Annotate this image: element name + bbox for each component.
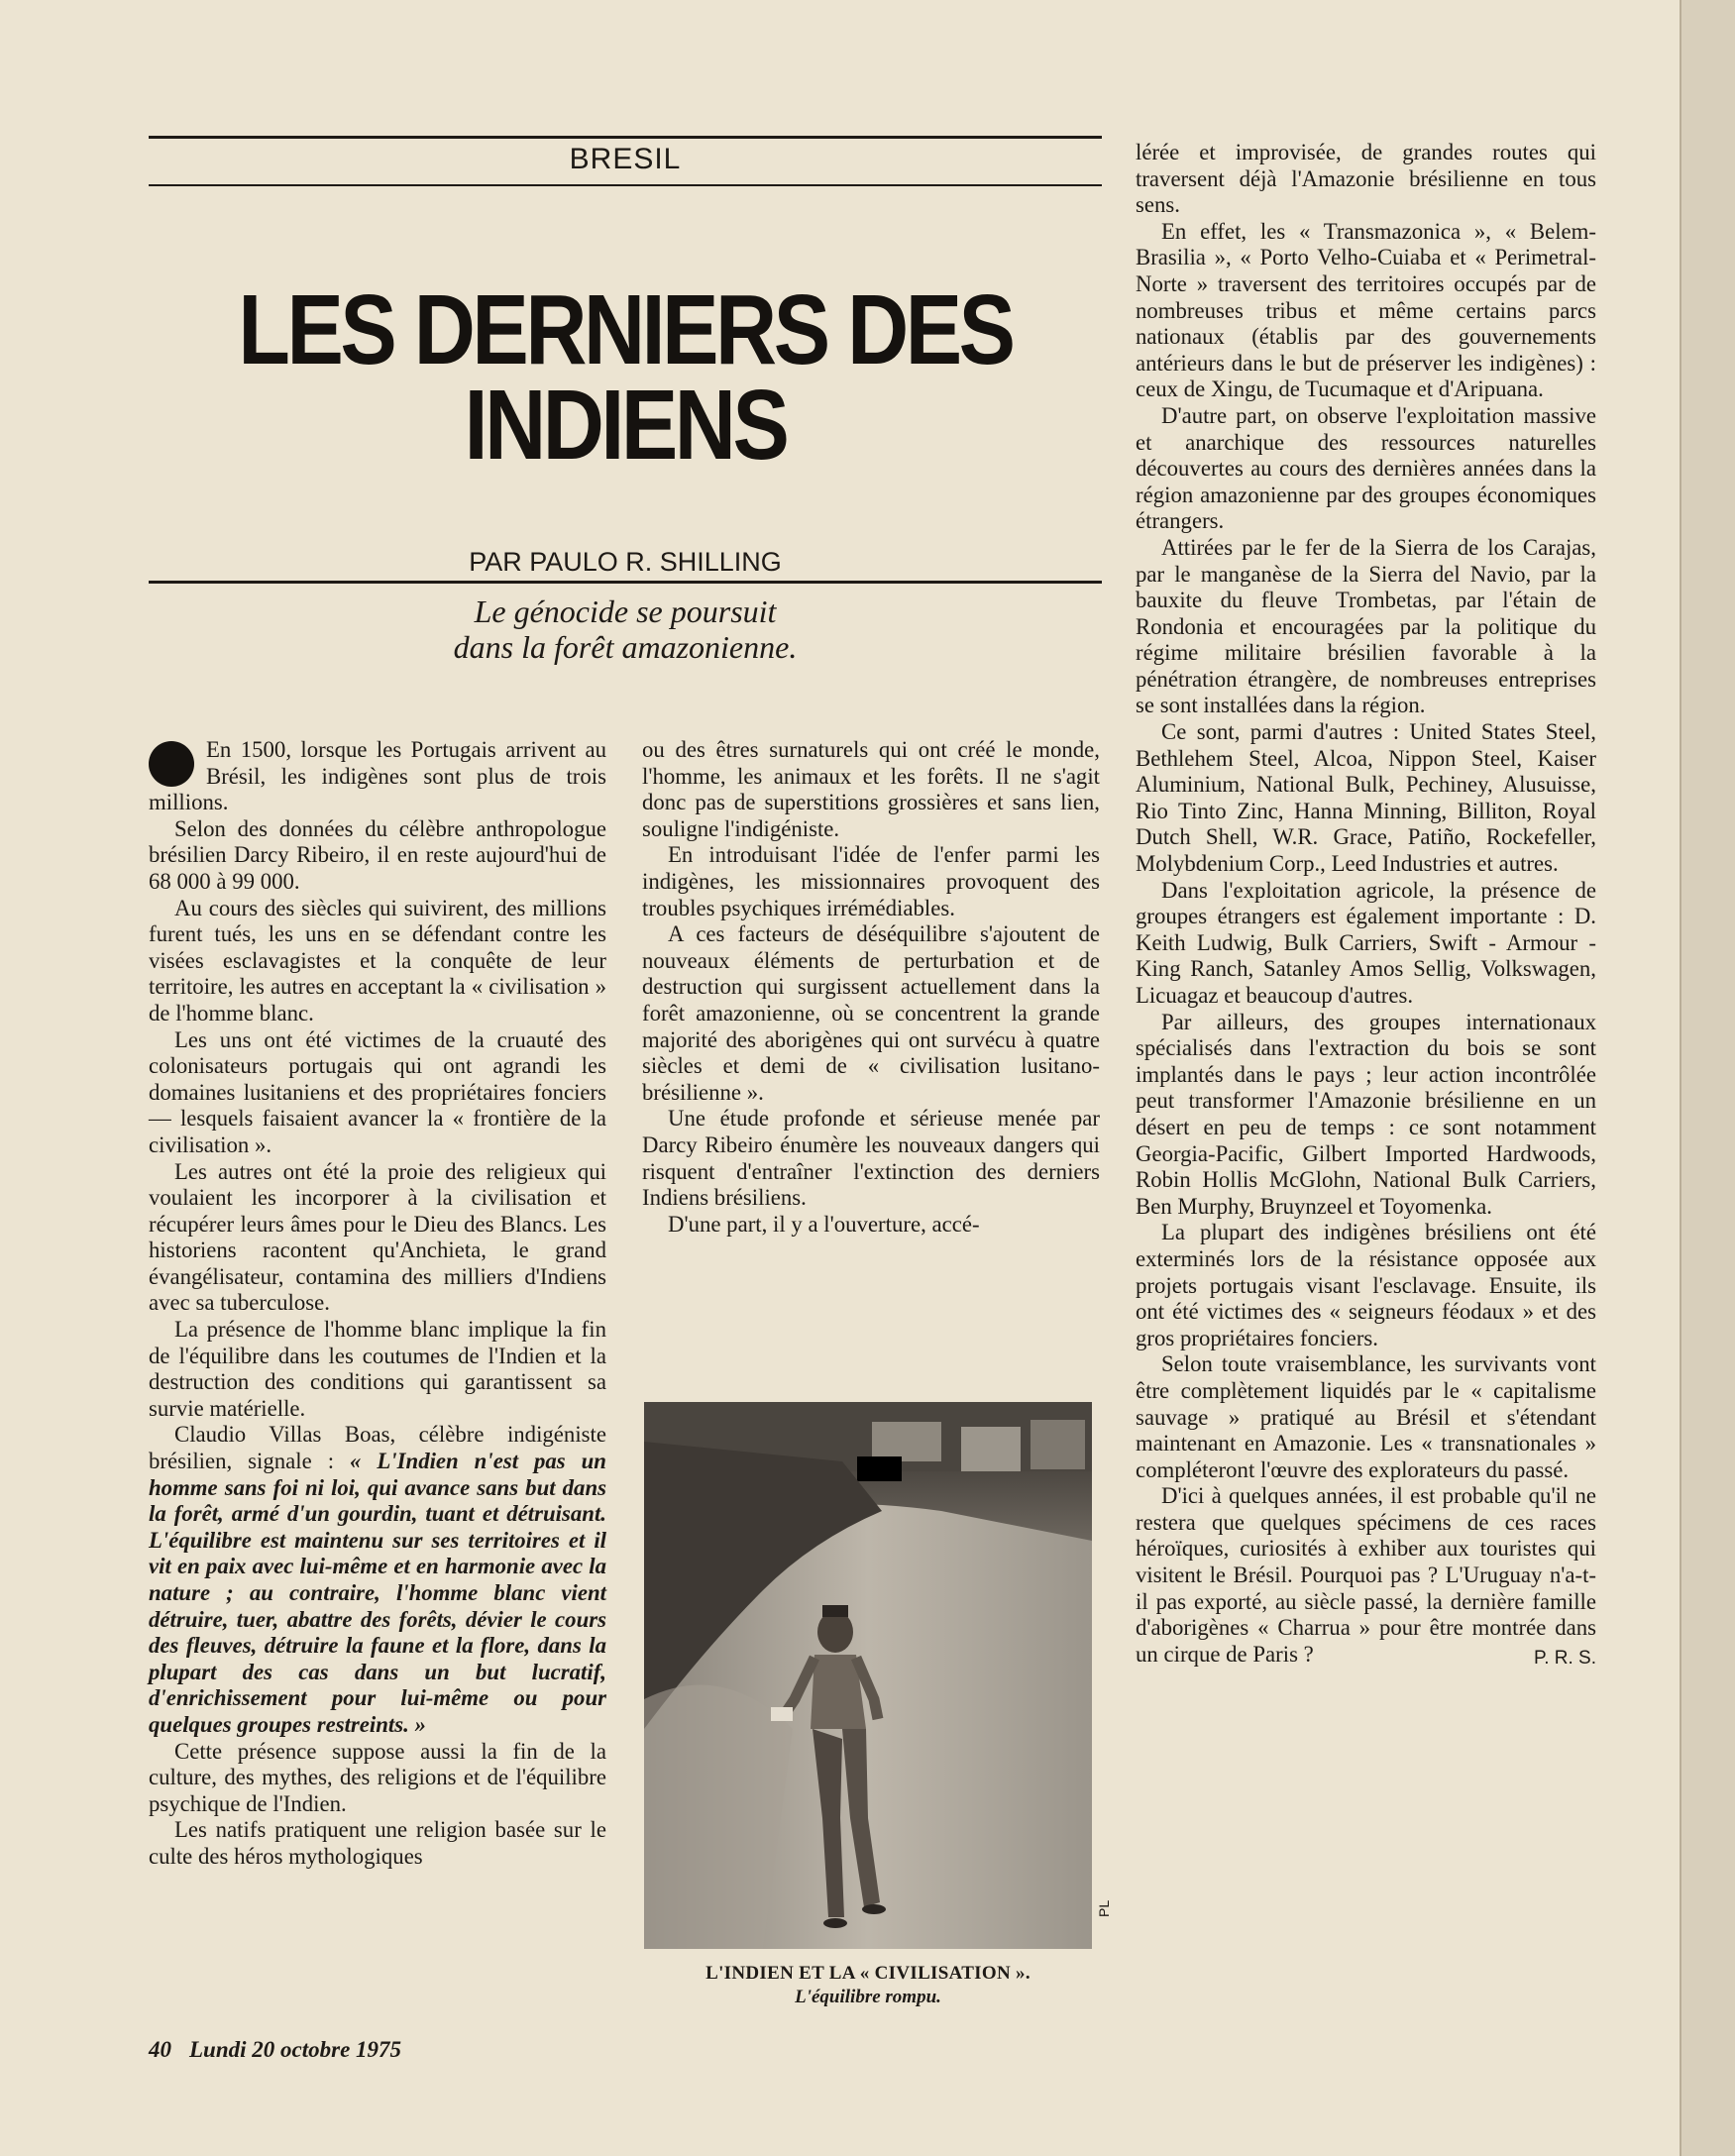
caption-line-1: L'INDIEN ET LA « CIVILISATION ». xyxy=(705,1963,1030,1984)
paragraph: D'ici à quelques années, il est probable qu'il ne restera que quelques spécimens de ces races héroïques, curiosités à exhiber aux touristes qui visitent le Brésil. Pourquoi pas ? L'Uruguay n'a-t-il pas exporté, au siècle passé, la dernière famille d'aborigènes « Charrua » pour être montrée dans un cirque de Paris ? P. R. S. xyxy=(1136,1483,1596,1668)
headline-line-1: LES DERNIERS DES xyxy=(238,274,1013,385)
villas-boas-quote: « L'Indien n'est pas un homme sans foi ni loi, qui avance sans but dans la forêt, armé d'un gourdin, tuant et détruisant. L'équilibre est maintenu sur ses territoires et il vit en paix avec lui-même et en harmonie avec la nature ; au contraire, l'homme blanc vient détruire, tuer, abattre des forêts, dévier le cours des fleuves, détruire la faune et la flore, dans la plupart des cas dans un but lucratif, d'enrichissement pour lui-même ou pour quelques groupes restreints. » xyxy=(149,1449,606,1737)
paragraph: La plupart des indigènes brésiliens ont été exterminés lors de la résistance opposée aux projets portugais visant l'esclavage. Ensuite, ils ont été victimes des « seigneurs féodaux » et des gros propriétaires fonciers. xyxy=(1136,1220,1596,1350)
facing-page-edge xyxy=(1680,0,1735,2156)
paragraph: Les autres ont été la proie des religieux qui voulaient les incorporer à la civilisation et récupérer leurs âmes pour le Dieu des Blancs. Les historiens racontent qu'Anchieta, le grand évangélisateur, contamina des milliers d'Indiens avec sa tuberculose. xyxy=(149,1158,606,1316)
section-rule xyxy=(149,184,1102,186)
paragraph: lérée et improvisée, de grandes routes qui traversent déjà l'Amazonie brésilienne en tous sens. xyxy=(1136,140,1596,218)
photo-caption xyxy=(644,1962,1092,2009)
paragraph: Au cours des siècles qui suivirent, des millions furent tués, les uns en se défendant contre les visées esclavagistes et la conquête de leur territoire, les autres en acceptant la « civilisation » de l'homme blanc. xyxy=(149,895,606,1025)
paragraph: Cette présence suppose aussi la fin de la culture, des mythes, des religions et de l'équilibre psychique de l'Indien. xyxy=(149,1738,606,1816)
paragraph: En effet, les « Transmazonica », « Belem-Brasilia », « Porto Velho-Cuiaba et « Perimetral-Norte » traversent des territoires occupés par de nombreuses tribus et même certains parcs nationaux (établis par des gouvernements antérieurs dans le but de préserver les indigènes) : ceux de Xingu, de Tucumaque et d'Aripuana. xyxy=(1136,218,1596,402)
page-footer xyxy=(149,2037,401,2063)
caption-line-2: L'équilibre rompu. xyxy=(795,1987,941,2007)
paragraph: Les natifs pratiquent une religion basée sur le culte des héros mythologiques xyxy=(149,1817,606,1869)
paragraph: D'autre part, on observe l'exploitation massive et anarchique des ressources naturelles découvertes au cours des dernières années dans la région amazonienne par des groupes économiques étrangers. xyxy=(1136,402,1596,534)
top-rule xyxy=(149,136,1102,139)
paragraph: ou des êtres surnaturels qui ont créé le monde, l'homme, les animaux et les forêts. Il ne s'agit donc pas de superstitions grossières et sans lien, souligne l'indigéniste. xyxy=(642,737,1100,841)
issue-date: Lundi 20 octobre 1975 xyxy=(189,2037,402,2062)
photo-credit: PL xyxy=(1096,1899,1112,1917)
subtitle-line-1: Le génocide se poursuit xyxy=(474,593,777,629)
paragraph: Ce sont, parmi d'autres : United States Steel, Bethlehem Steel, Alcoa, Nippon Steel, Kaiser Aluminium, National Bulk, Pechiney, Alusuisse, Rio Tinto Zinc, Hanna Minning, Billiton, Royal Dutch Shell, W.R. Grace, Patiño, Rockefeller, Molybdenium Corp., Leed Industries et autres. xyxy=(1136,719,1596,877)
byline: PAR PAULO R. SHILLING xyxy=(469,547,782,577)
paragraph xyxy=(149,1422,606,1738)
byline-rule xyxy=(149,581,1102,584)
headline xyxy=(215,274,1034,481)
article-column-3 xyxy=(1136,140,1596,1671)
headline-line-2: INDIENS xyxy=(464,370,787,481)
paragraph: A ces facteurs de déséquilibre s'ajoutent de nouveaux éléments de perturbation et de destruction qui surgissent actuellement dans la forêt amazonienne, où se concentrent la grande majorité des aborigènes qui ont survécu à quatre siècles et demi de « civilisation lusitano-brésilienne ». xyxy=(642,921,1100,1105)
section-label: BRESIL xyxy=(569,143,682,175)
boy-walking-photo xyxy=(644,1402,1092,1949)
article-column-2 xyxy=(642,737,1100,1238)
subtitle xyxy=(149,593,1102,665)
paragraph: Dans l'exploitation agricole, la présence de groupes étrangers est également importante : D. Keith Ludwig, Bulk Carriers, Swift - Armour - King Ranch, Satanley Amos Sellig, Volkswagen, Licuagaz et beaucoup d'autres. xyxy=(1136,877,1596,1008)
bullet-dot-icon xyxy=(149,741,194,787)
paragraph: Selon toute vraisemblance, les survivants vont être complètement liquidés par le « capitalisme sauvage » pratiqué au Brésil et s'étendant maintenant en Amazonie. Les « transnationales » compléteront l'œuvre des explorateurs du passé. xyxy=(1136,1351,1596,1482)
paragraph: En 1500, lorsque les Portugais arrivent au Brésil, les indigènes sont plus de trois millions. xyxy=(149,737,606,815)
paragraph: D'une part, il y a l'ouverture, accé- xyxy=(668,1211,980,1237)
paragraph: En introduisant l'idée de l'enfer parmi les indigènes, les missionnaires provoquent des troubles psychiques irrémédiables. xyxy=(642,842,1100,920)
page-number: 40 xyxy=(149,2037,171,2062)
subtitle-line-2: dans la forêt amazonienne. xyxy=(453,629,798,665)
article-column-1 xyxy=(149,737,606,1871)
paragraph: Selon des données du célèbre anthropologue brésilien Darcy Ribeiro, il en reste aujourd'hui de 68 000 à 99 000. xyxy=(149,815,606,894)
paragraph: La présence de l'homme blanc implique la fin de l'équilibre dans les coutumes de l'Indien et la destruction des conditions qui garantissent sa survie matérielle. xyxy=(149,1317,606,1421)
paragraph: Par ailleurs, des groupes internationaux spécialisés dans l'extraction du bois se sont implantés dans le pays ; leur action incontrôlée peut transformer l'Amazonie brésilienne en un désert en peu de temps : ce sont notamment Georgia-Pacific, Gilbert Imported Hardwoods, Robin Hollis McGlohn, National Bulk Carriers, Ben Murphy, Bruynzeel et Toyomenka. xyxy=(1136,1009,1596,1219)
author-signature: P. R. S. xyxy=(1533,1647,1596,1669)
paragraph: Une étude profonde et sérieuse menée par Darcy Ribeiro énumère les nouveaux dangers qui risquent d'entraîner l'extinction des derniers Indiens brésiliens. xyxy=(642,1106,1100,1211)
quote-intro: Claudio Villas Boas, célèbre indigéniste brésilien, signale : xyxy=(149,1422,606,1474)
article-photo xyxy=(644,1402,1092,1949)
paragraph: Les uns ont été victimes de la cruauté des colonisateurs portugais qui ont agrandi les domaines lusitaniens et des propriétaires fonciers — lesquels faisaient avancer la « frontière de la civilisation ». xyxy=(149,1026,606,1157)
paragraph: Attirées par le fer de la Sierra de los Carajas, par le manganèse de la Sierra del Navio, par la bauxite du fleuve Trombetas, par l'étain de Rondonia et encouragées par la politique du régime militaire brésilien favorable à la pénétration étrangère, de nombreuses entreprises se sont installées dans la région. xyxy=(1136,534,1596,718)
